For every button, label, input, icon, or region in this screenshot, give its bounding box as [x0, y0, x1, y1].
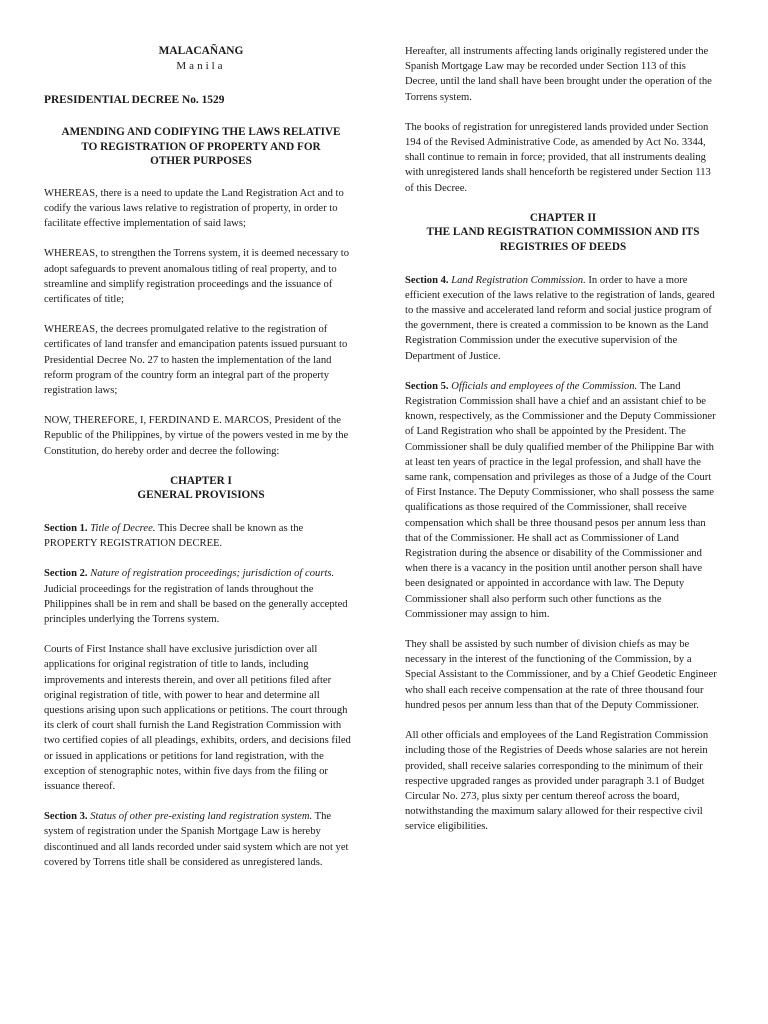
section-number: Section 5.	[405, 380, 449, 392]
section-3	[44, 809, 358, 870]
chapter-number: CHAPTER I	[170, 474, 232, 487]
section-5	[405, 379, 721, 622]
decree-title-line: TO REGISTRATION OF PROPERTY AND FOR	[81, 140, 321, 153]
whereas-clause: WHEREAS, to strengthen the Torrens system, it is deemed necessary to adopt safeguards to prevent anomalous titling of real property, and to streamline and simplify registration proceedings and the issuance of certificates of title;	[44, 248, 350, 305]
section-4	[405, 273, 721, 364]
chapter-name: GENERAL PROVISIONS	[137, 489, 265, 502]
section-body: The system of registration under the Spanish Mortgage Law is hereby discontinued and all lands recorded under said system which are not yet covered by Torrens title shall be considered as unregistered lands.	[44, 811, 349, 868]
chapter-2-heading	[405, 211, 721, 255]
section-body: Judicial proceedings for the registration of lands throughout the Philippines shall be in rem and shall be based on the generally accepted principles underlying the Torrens system.	[44, 583, 348, 626]
enacting-clause: NOW, THEREFORE, I, FERDINAND E. MARCOS, President of the Republic of the Philippines, by virtue of the powers vested in me by the Constitution, do hereby order and decree the following:	[44, 415, 349, 457]
document-header: MALACAÑANG	[158, 45, 244, 57]
whereas-clause: WHEREAS, the decrees promulgated relative to the registration of certificates of land transfer and emancipation patents issued pursuant to Presidential Decree No. 27 to hasten the implementation of the land reform program of the country form an integral part of the property registration laws;	[44, 324, 348, 397]
chapter-1-heading	[44, 474, 358, 503]
decree-title-line: OTHER PURPOSES	[150, 155, 252, 168]
chapter-name: REGISTRIES OF DEEDS	[499, 241, 627, 254]
section-body: The Land Registration Commission shall have a chief and an assistant chief to be known, respectively, as the Commissioner and the Deputy Commissioner of Land Registration who shall be appointed by the President. The Commissioner shall be duly qualified member of the Philippine Bar with at least ten years of practice in the legal profession, and shall have the same rank, compensation and privileges as those of a Judge of the Court of First Instance. The Deputy Commissioner, who shall possess the same qualifications as those required of the Commissioner, shall receive compensation which shall be three thousand pesos per annum less than that of the Commissioner. He shall act as Commissioner of Land Registration during the absence or disability of the Commissioner and when there is a vacancy in the position until another person shall have been designated or appointed in accordance with law. The Deputy Commissioner shall also perform such other functions as the Commissioner may assign to him.	[405, 380, 716, 620]
decree-title-line: AMENDING AND CODIFYING THE LAWS RELATIVE	[61, 126, 341, 138]
section-title: Land Registration Commission.	[451, 274, 586, 286]
paragraph: The books of registration for unregistered lands provided under Section 194 of the Revised Administrative Code, as amended by Act No. 3344, shall continue to remain in force; provided, that all instruments dealing with unregistered lands shall henceforth be registered under Section 113 of this Decree.	[405, 121, 711, 194]
section-title: Officials and employees of the Commission.	[451, 380, 638, 392]
section-number: Section 3.	[44, 811, 88, 823]
chapter-number: CHAPTER II	[529, 211, 597, 224]
section-number: Section 2.	[44, 568, 88, 580]
section-1	[44, 521, 358, 551]
chapter-name: THE LAND REGISTRATION COMMISSION AND ITS	[426, 226, 700, 239]
section-title: Nature of registration proceedings; jurisdiction of courts.	[90, 568, 335, 580]
decree-number: PRESIDENTIAL DECREE No. 1529	[44, 94, 225, 106]
decree-title	[44, 125, 358, 169]
right-column	[405, 44, 721, 850]
paragraph: They shall be assisted by such number of division chiefs as may be necessary in the interest of the functioning of the Commission, by a Special Assistant to the Commissioner, and by a Chief Geodetic Engineer who shall each receive compensation at the rate of three thousand four hundred pesos per annum less than that of the Deputy Commissioner.	[405, 639, 717, 711]
left-column	[44, 44, 358, 885]
section-title: Status of other pre-existing land registration system.	[90, 811, 313, 823]
section-number: Section 1.	[44, 523, 88, 535]
whereas-clause: WHEREAS, there is a need to update the Land Registration Act and to codify the various laws relative to registration of property, in order to facilitate effective implementation of said laws;	[44, 187, 344, 230]
section-title: Title of Decree.	[90, 523, 156, 535]
document-place: Manila	[176, 60, 226, 72]
section-body: This Decree shall be known as the PROPERTY REGISTRATION DECREE.	[44, 523, 304, 550]
section-2	[44, 566, 358, 627]
section-number: Section 4.	[405, 274, 449, 286]
section-body: In order to have a more efficient execution of the laws relative to the registration of lands, geared to the massive and accelerated land reform and social justice program of the government, there is created a commission to be known as the Land Registration Commission under the executive supervision of the Department of Justice.	[405, 274, 715, 362]
paragraph: All other officials and employees of the Land Registration Commission including those of the Registries of Deeds whose salaries are not herein provided, shall receive salaries corresponding to the minimum of their respective upgraded ranges as provided under paragraph 3.1 of Budget Circular No. 273, plus sixty per centum thereof across the board, notwithstanding the maximum salary allowed for their respective civil service eligibilities.	[405, 730, 709, 833]
section-2-paragraph: Courts of First Instance shall have exclusive jurisdiction over all applications for original registration of title to lands, including improvements and interests therein, and over all petitions filed after original registration of title, with power to hear and determine all questions arising upon such applications or petitions. The court through its clerk of court shall furnish the Land Registration Commission with two certified copies of all pleadings, exhibits, orders, and decisions filed or issued in applications or petitions for land registration, with the exception of stenographic notes, within five days from the filing or issuance thereof.	[44, 644, 351, 793]
paragraph: Hereafter, all instruments affecting lands originally registered under the Spanish Mortgage Law may be recorded under Section 113 of this Decree, until the land shall have been brought under the operation of the Torrens system.	[405, 46, 712, 103]
